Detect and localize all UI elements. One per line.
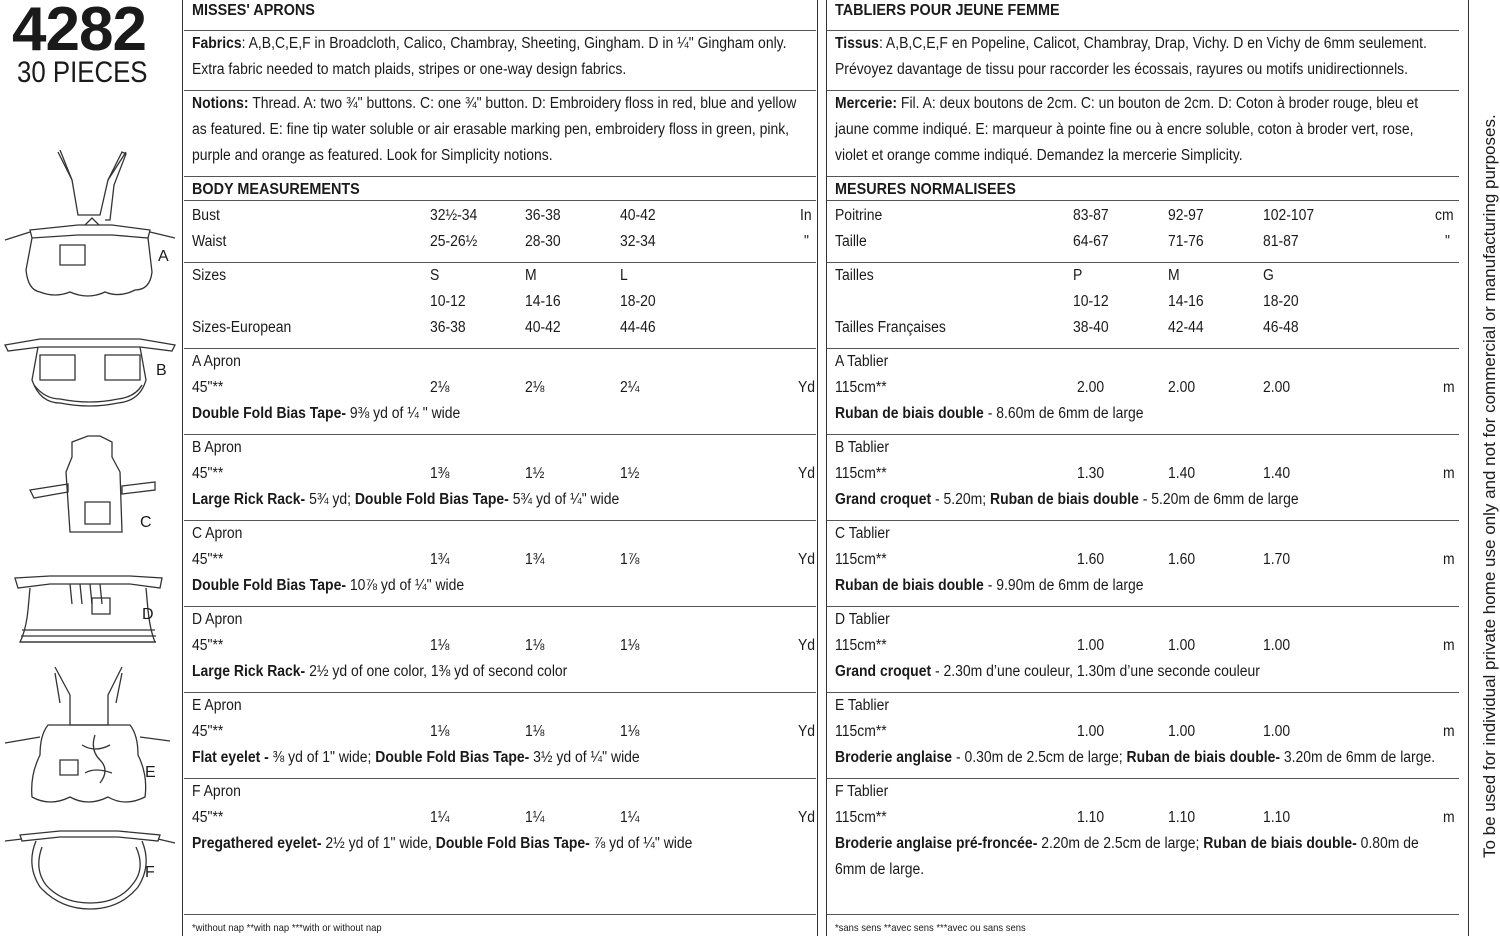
en-view-name: D Apron	[192, 611, 243, 628]
en-size-us-3: 18-20	[620, 293, 656, 310]
en-row-waist-c2: 28-30	[525, 233, 561, 250]
en-view-width: 45"**	[192, 551, 224, 568]
en-view-notes: Pregathered eyelet- 2½ yd of 1" wide, Double Fold Bias Tape- ⅞ yd of ¼" wide	[192, 835, 693, 852]
en-view-notes: Large Rick Rack- 5¾ yd; Double Fold Bias Tape- 5¾ yd of ¼" wide	[192, 491, 620, 508]
en-view-yd-3: 1¼	[620, 809, 640, 826]
en-view-name: E Apron	[192, 697, 242, 714]
fr-row-waist-label: Taille	[835, 233, 867, 250]
en-view-yd-3: 2¼	[620, 379, 640, 396]
en-view-yd-1: 2⅛	[430, 379, 450, 396]
en-row-bust-c2: 36-38	[525, 207, 561, 224]
en-view-notes: Double Fold Bias Tape- 10⅞ yd of ¼" wide	[192, 577, 465, 594]
fr-view-m-3: 1.00	[1263, 637, 1291, 654]
en-fabrics-line2: Extra fabric needed to match plaids, stripes or one-way design fabrics.	[192, 61, 627, 78]
en-body-heading: BODY MEASUREMENTS	[192, 181, 360, 198]
fr-view-a	[835, 352, 1461, 438]
fr-view-name: E Tablier	[835, 697, 890, 714]
fr-row-bust-label: Poitrine	[835, 207, 883, 224]
fr-view-width: 115cm**	[835, 465, 887, 482]
fr-fabrics-line2: Prévoyez davantage de tissu pour raccorder les écossais, rayures ou motifs unidirectionnels.	[835, 61, 1409, 78]
fr-view-width: 115cm**	[835, 723, 887, 740]
fr-row-bust-c2: 92-97	[1168, 207, 1204, 224]
en-sizes-label: Sizes	[192, 267, 227, 284]
view-letter-a: A	[158, 248, 169, 265]
fr-view-e	[835, 696, 1461, 782]
fr-view-m-2: 1.00	[1168, 637, 1196, 654]
fr-view-m-2: 1.60	[1168, 551, 1196, 568]
en-view-yd-1: 1¼	[430, 809, 450, 826]
fr-size-us-1: 10-12	[1073, 293, 1109, 310]
en-view-width: 45"**	[192, 637, 224, 654]
fr-view-m-3: 1.70	[1263, 551, 1291, 568]
french-column	[835, 0, 1461, 936]
fr-notions-line2: jaune comme indiqué. E: marqueur à pointe fine ou à encre soluble, coton à broder vert, rose,	[835, 121, 1414, 138]
view-letter-b: B	[156, 362, 167, 379]
en-view-name: F Apron	[192, 783, 241, 800]
en-view-yd-2: 1⅛	[525, 637, 545, 654]
en-view-yd-1: 1⅛	[430, 637, 450, 654]
en-view-yd-3: 1½	[620, 465, 640, 482]
en-view-width: 45"**	[192, 465, 224, 482]
en-view-yd-2: 1¼	[525, 809, 545, 826]
fr-size-eu-3: 46-48	[1263, 319, 1299, 336]
en-row-waist-unit: "	[804, 233, 809, 250]
fr-row-bust-c1: 83-87	[1073, 207, 1109, 224]
view-letter-f: F	[145, 864, 155, 881]
fr-sizes-label: Tailles	[835, 267, 874, 284]
fr-view-m-1: 1.00	[1077, 637, 1105, 654]
apron-d-illustration	[15, 576, 162, 642]
fr-view-c	[835, 524, 1461, 610]
en-view-yd-2: 1⅛	[525, 723, 545, 740]
en-size-us-2: 14-16	[525, 293, 561, 310]
fr-view-m-3: 1.00	[1263, 723, 1291, 740]
fr-view-m-3: 1.10	[1263, 809, 1291, 826]
en-notions-line1: Notions: Thread. A: two ¾" buttons. C: one ¾" button. D: Embroidery floss in red, blue and yellow	[192, 95, 797, 112]
usage-disclaimer: To be used for individual private home use only and not for commercial or manufacturing purposes.	[1480, 114, 1499, 858]
fr-row-bust-unit: cm	[1435, 207, 1454, 224]
fr-view-m-2: 1.00	[1168, 723, 1196, 740]
en-row-bust-c1: 32½-34	[430, 207, 478, 224]
fr-view-name: A Tablier	[835, 353, 889, 370]
fr-view-unit: m	[1443, 379, 1455, 396]
fr-size-m: M	[1168, 267, 1180, 284]
apron-b-illustration	[5, 339, 175, 406]
en-view-width: 45"**	[192, 809, 224, 826]
en-view-yd-3: 1⅛	[620, 637, 640, 654]
fr-view-unit: m	[1443, 723, 1455, 740]
en-view-name: A Apron	[192, 353, 241, 370]
fr-view-f	[835, 782, 1461, 894]
fr-view-unit: m	[1443, 809, 1455, 826]
fr-size-p: P	[1073, 267, 1083, 284]
pattern-number: 4282	[12, 0, 146, 64]
fr-view-m-1: 1.10	[1077, 809, 1105, 826]
en-notions-line2: as featured. E: fine tip water soluble or air erasable marking pen, embroidery floss in green, pink,	[192, 121, 790, 138]
en-view-yd-2: 1¾	[525, 551, 545, 568]
en-view-notes: Flat eyelet - ⅜ yd of 1" wide; Double Fold Bias Tape- 3½ yd of ¼" wide	[192, 749, 640, 766]
apron-c-illustration	[30, 436, 155, 532]
en-notions-line3: purple and orange as featured. Look for Simplicity notions.	[192, 147, 553, 164]
fr-view-m-1: 1.00	[1077, 723, 1105, 740]
en-size-eu-1: 36-38	[430, 319, 466, 336]
en-view-yd-3: 1⅛	[620, 723, 640, 740]
fr-view-name: B Tablier	[835, 439, 890, 456]
en-view-yd-1: 1¾	[430, 551, 450, 568]
fr-size-eu-1: 38-40	[1073, 319, 1109, 336]
en-size-s: S	[430, 267, 440, 284]
fr-view-width: 115cm**	[835, 809, 887, 826]
fr-view-m-1: 1.60	[1077, 551, 1105, 568]
en-row-waist-c3: 32-34	[620, 233, 656, 250]
en-view-yd-3: 1⅞	[620, 551, 640, 568]
en-view-f	[192, 782, 816, 868]
fr-view-b	[835, 438, 1461, 524]
en-view-b	[192, 438, 816, 524]
fr-view-name: C Tablier	[835, 525, 890, 542]
fr-row-bust-c3: 102-107	[1263, 207, 1315, 224]
en-view-e	[192, 696, 816, 782]
fr-row-waist-c2: 71-76	[1168, 233, 1204, 250]
fr-view-m-2: 1.40	[1168, 465, 1196, 482]
en-view-a	[192, 352, 816, 438]
en-view-yd-1: 1⅛	[430, 723, 450, 740]
piece-count: 30 PIECES	[17, 56, 148, 89]
fr-view-notes: Ruban de biais double - 9.90m de 6mm de large	[835, 577, 1144, 594]
fr-notions-line3: violet et orange comme indiqué. Demandez la mercerie Simplicity.	[835, 147, 1243, 164]
fr-view-m-2: 1.10	[1168, 809, 1196, 826]
fr-view-notes: Ruban de biais double - 8.60m de 6mm de large	[835, 405, 1144, 422]
fr-title: TABLIERS POUR JEUNE FEMME	[835, 2, 1060, 19]
en-view-d	[192, 610, 816, 696]
en-size-l: L	[620, 267, 628, 284]
view-letter-e: E	[145, 764, 156, 781]
view-letter-d: D	[142, 606, 154, 623]
en-fabrics-line1: Fabrics: A,B,C,E,F in Broadcloth, Calico, Chambray, Sheeting, Gingham. D in ¼" Gingham only.	[192, 35, 787, 52]
fr-view-d	[835, 610, 1461, 696]
en-view-name: C Apron	[192, 525, 243, 542]
fr-view-notes: Grand croquet - 5.20m; Ruban de biais double - 5.20m de 6mm de large	[835, 491, 1299, 508]
en-size-eu-2: 40-42	[525, 319, 561, 336]
fr-view-notes-line2: 6mm de large.	[835, 861, 925, 878]
fr-size-us-2: 14-16	[1168, 293, 1204, 310]
fr-row-waist-c1: 64-67	[1073, 233, 1109, 250]
fr-view-width: 115cm**	[835, 637, 887, 654]
en-size-m: M	[525, 267, 537, 284]
fr-view-width: 115cm**	[835, 551, 887, 568]
en-row-bust-unit: In	[800, 207, 812, 224]
fr-view-unit: m	[1443, 551, 1455, 568]
en-view-unit: Yd	[798, 809, 816, 826]
fr-fabrics-line1: Tissus: A,B,C,E,F en Popeline, Calicot, Chambray, Drap, Vichy. D en Vichy de 6mm seulement.	[835, 35, 1427, 52]
fr-view-width: 115cm**	[835, 379, 887, 396]
fr-size-g: G	[1263, 267, 1274, 284]
fr-view-notes: Grand croquet - 2.30m d’une couleur, 1.30m d’une seconde couleur	[835, 663, 1260, 680]
en-row-bust-c3: 40-42	[620, 207, 656, 224]
fr-view-m-3: 2.00	[1263, 379, 1291, 396]
fr-view-notes: Broderie anglaise - 0.30m de 2.5cm de large; Ruban de biais double- 3.20m de 6mm de large.	[835, 749, 1436, 766]
en-size-us-1: 10-12	[430, 293, 466, 310]
view-illustrations	[0, 140, 180, 930]
en-row-waist-label: Waist	[192, 233, 227, 250]
english-column	[192, 0, 816, 936]
en-view-width: 45"**	[192, 723, 224, 740]
fr-view-name: D Tablier	[835, 611, 890, 628]
en-view-name: B Apron	[192, 439, 242, 456]
en-footnote: *without nap **with nap ***with or without nap	[192, 922, 382, 934]
en-row-bust-label: Bust	[192, 207, 220, 224]
fr-size-us-3: 18-20	[1263, 293, 1299, 310]
fr-view-m-1: 1.30	[1077, 465, 1105, 482]
en-view-yd-1: 1⅜	[430, 465, 450, 482]
en-view-notes: Double Fold Bias Tape- 9⅜ yd of ¼ " wide	[192, 405, 461, 422]
en-view-unit: Yd	[798, 465, 816, 482]
fr-row-waist-c3: 81-87	[1263, 233, 1299, 250]
view-letter-c: C	[140, 514, 152, 531]
en-view-width: 45"**	[192, 379, 224, 396]
fr-footnote: *sans sens **avec sens ***avec ou sans sens	[835, 922, 1026, 934]
fr-body-heading: MESURES NORMALISEES	[835, 181, 1016, 198]
en-view-yd-2: 2⅛	[525, 379, 545, 396]
en-view-unit: Yd	[798, 723, 816, 740]
fr-view-notes: Broderie anglaise pré-froncée- 2.20m de 2.5cm de large; Ruban de biais double- 0.80m de	[835, 835, 1419, 852]
en-view-unit: Yd	[798, 637, 816, 654]
apron-a-illustration	[5, 150, 175, 296]
fr-view-name: F Tablier	[835, 783, 889, 800]
fr-notions-line1: Mercerie: Fil. A: deux boutons de 2cm. C: un bouton de 2cm. D: Coton à broder rouge, bleu et	[835, 95, 1419, 112]
en-row-waist-c1: 25-26½	[430, 233, 478, 250]
fr-size-eu-2: 42-44	[1168, 319, 1204, 336]
en-euro-label: Sizes-European	[192, 319, 292, 336]
en-view-unit: Yd	[798, 551, 816, 568]
fr-view-m-2: 2.00	[1168, 379, 1196, 396]
en-view-unit: Yd	[798, 379, 816, 396]
en-view-notes: Large Rick Rack- 2½ yd of one color, 1⅜ yd of second color	[192, 663, 568, 680]
fr-euro-label: Tailles Françaises	[835, 319, 946, 336]
en-view-yd-2: 1½	[525, 465, 545, 482]
en-size-eu-3: 44-46	[620, 319, 656, 336]
fr-view-m-3: 1.40	[1263, 465, 1291, 482]
fr-view-unit: m	[1443, 637, 1455, 654]
en-title: MISSES' APRONS	[192, 2, 315, 19]
fr-row-waist-unit: "	[1445, 233, 1450, 250]
fr-view-unit: m	[1443, 465, 1455, 482]
en-view-c	[192, 524, 816, 610]
fr-view-m-1: 2.00	[1077, 379, 1105, 396]
